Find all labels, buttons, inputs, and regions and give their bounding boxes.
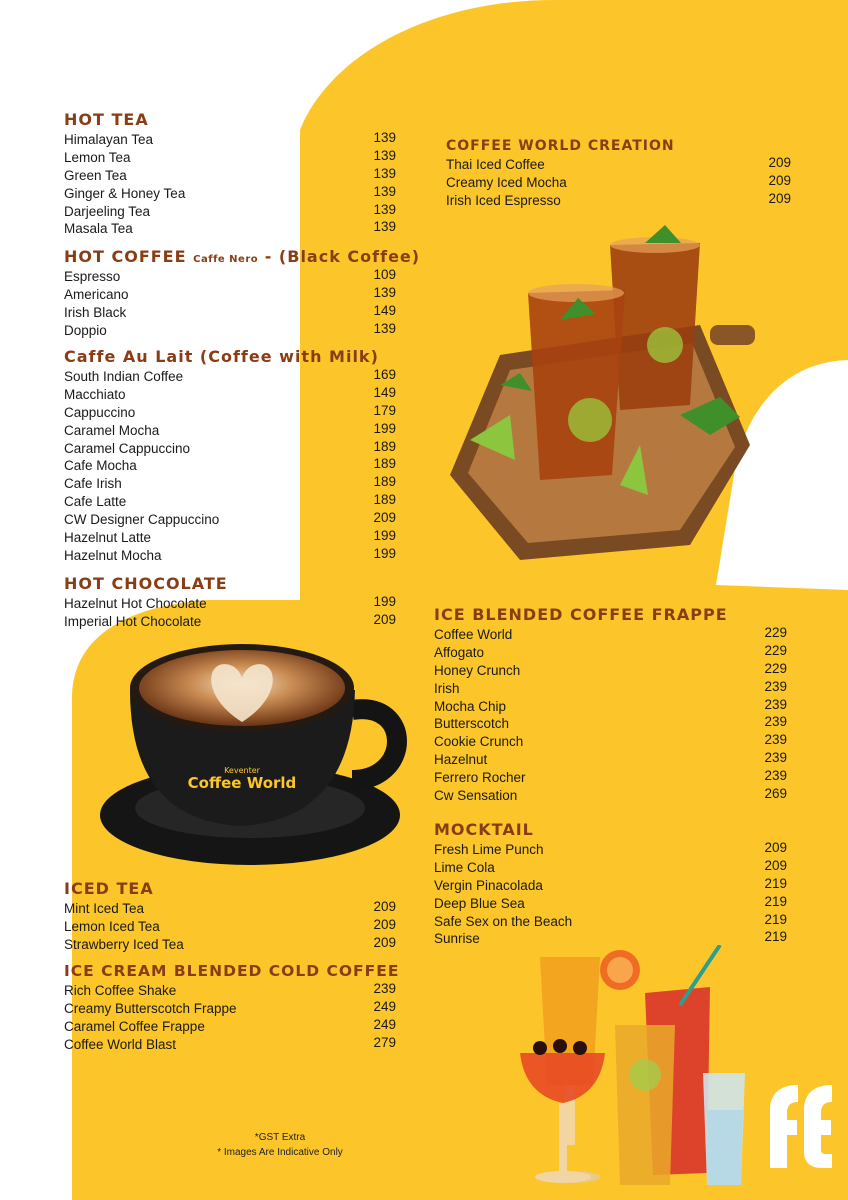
menu-item-price: 139 [373,320,396,336]
cup-logo-main: Coffee World [187,774,297,792]
menu-item-name: CW Designer Cappuccino [64,512,220,528]
menu-item [434,770,787,788]
menu-item-name: Irish Black [64,304,127,320]
menu-item-price: 239 [764,750,787,766]
menu-item-name: Deep Blue Sea [434,895,525,911]
menu-item-name: Americano [64,286,129,302]
menu-item [434,627,787,645]
menu-item-price: 189 [373,456,396,472]
item-list [64,901,396,955]
menu-item-price: 219 [764,911,787,927]
menu-item [64,269,396,287]
section-hot-coffee [64,247,421,341]
menu-item-price: 209 [373,934,396,950]
menu-item-name: Hazelnut Hot Chocolate [64,596,207,611]
menu-item-price: 199 [373,528,396,544]
menu-item [434,678,787,699]
menu-item-price: 209 [373,899,396,914]
menu-item-name: Cafe Irish [64,476,122,492]
menu-item [64,438,396,459]
menu-item-name: Lime Cola [434,859,495,875]
menu-item-price: 169 [373,367,396,382]
item-list [64,269,396,341]
menu-item-price: 189 [373,474,396,490]
menu-item-name: Thai Iced Coffee [446,157,545,172]
menu-item-name: Espresso [64,269,121,284]
menu-item [64,402,396,423]
menu-item-price: 189 [373,492,396,508]
menu-item-price: 209 [373,510,396,526]
menu-item-name: Mint Iced Tea [64,901,145,916]
footnote-images: * Images Are Indicative Only [217,1147,343,1158]
menu-item [434,788,787,806]
menu-item [434,642,787,663]
menu-item-price: 139 [373,201,396,217]
menu-item-price: 199 [373,420,396,436]
menu-item-name: Hazelnut [434,752,488,768]
menu-item-price: 239 [764,768,787,784]
menu-item [446,172,791,193]
section-ice-cream-cold-coffee [64,962,400,1055]
menu-item-name: Fresh Lime Punch [434,842,544,857]
menu-item-name: Butterscotch [434,716,510,732]
menu-item [64,983,396,1001]
menu-item-name: Cafe Latte [64,494,127,510]
section-title-main: HOT COFFEE [64,247,187,266]
section-title: HOT TEA [64,110,149,129]
menu-item [64,545,396,566]
menu-item-price: 209 [764,857,787,873]
menu-item-price: 269 [764,786,787,802]
section-subtitle-small: Caffe Nero [193,254,259,265]
menu-item-price: 229 [764,660,787,676]
menu-item [64,530,396,548]
section-mocktail [434,820,787,949]
item-list [434,627,787,806]
menu-item-name: Doppio [64,322,107,338]
menu-item-price: 219 [764,929,787,945]
menu-item-name: Sunrise [434,931,480,947]
menu-item [64,1016,396,1037]
menu-item [434,842,787,860]
footnote-gst: *GST Extra [254,1132,306,1143]
menu-item-price: 249 [373,998,396,1014]
menu-item-price: 139 [373,284,396,300]
brand-logo-icon [752,1080,842,1170]
menu-item-price: 239 [764,678,787,694]
menu-item [434,696,787,717]
menu-item-price: 109 [373,267,396,282]
menu-item-name: Cappuccino [64,404,136,420]
menu-item-price: 209 [764,840,787,855]
menu-item-name: Rich Coffee Shake [64,983,177,998]
menu-item-name: Coffee World Blast [64,1036,177,1052]
menu-item-price: 219 [764,875,787,891]
menu-item [434,893,787,914]
menu-item-name: Lemon Tea [64,149,131,165]
menu-item-name: Lemon Iced Tea [64,918,160,934]
menu-item [434,716,787,734]
coffee-cup-image [90,630,415,880]
menu-item [64,458,396,476]
section-title: ICED TEA [64,879,154,898]
menu-item-price: 139 [373,147,396,163]
menu-item-price: 209 [373,611,396,627]
iced-tea-image [440,225,770,570]
menu-item-name: Caramel Mocha [64,422,160,438]
section-title: Caffe Au Lait (Coffee with Milk) [64,347,379,366]
item-list [64,369,396,566]
menu-item [434,911,787,932]
menu-item [64,165,396,186]
menu-item-price: 179 [373,402,396,418]
menu-item-name: Creamy Butterscotch Frappe [64,1000,237,1016]
section-coffee-world-creation [446,138,791,211]
menu-item-name: Green Tea [64,167,127,183]
menu-item-price: 239 [373,981,396,996]
menu-item-name: Cafe Mocha [64,458,137,474]
menu-item [64,934,396,955]
section-hot-tea [64,110,396,239]
menu-item-price: 209 [768,172,791,188]
menu-item-price: 199 [373,594,396,609]
menu-item [434,875,787,896]
menu-item [64,284,396,305]
menu-item-name: Honey Crunch [434,662,521,678]
section-hot-chocolate [64,574,396,632]
menu-item [64,901,396,919]
menu-item-name: Caramel Coffee Frappe [64,1018,205,1034]
menu-item [64,302,396,323]
menu-item [434,660,787,681]
menu-item-name: South Indian Coffee [64,369,184,384]
menu-item-price: 249 [373,1016,396,1032]
menu-item-price: 229 [764,642,787,658]
section-title: ICE BLENDED COFFEE FRAPPE [434,605,728,624]
cup-logo-small: Keventer [224,766,260,775]
section-title: ICE CREAM BLENDED COLD COFFEE [64,962,400,980]
menu-item [446,190,791,211]
menu-item-name: Ferrero Rocher [434,770,526,786]
menu-item-name: Irish Iced Espresso [446,192,561,208]
menu-item [64,1034,396,1055]
menu-item-name: Strawberry Iced Tea [64,936,184,952]
menu-item [64,147,396,168]
menu-item-name: Mocha Chip [434,698,507,714]
section-subtitle: - (Black Coffee) [264,247,421,266]
menu-item-name: Darjeeling Tea [64,203,151,219]
menu-item [434,857,787,878]
menu-item-price: 149 [373,384,396,400]
item-list [434,842,787,949]
menu-item-price: 279 [373,1034,396,1050]
menu-item-price: 139 [373,130,396,145]
section-caffe-au-lait [64,347,396,566]
menu-item [64,320,396,341]
section-frappe [434,605,787,806]
menu-item [64,132,396,150]
menu-item-name: Safe Sex on the Beach [434,913,573,929]
section-title: COFFEE WORLD CREATION [446,138,675,154]
menu-item-price: 139 [373,219,396,235]
menu-item-price: 189 [373,438,396,454]
menu-item-name: Creamy Iced Mocha [446,174,567,190]
menu-item [64,369,396,387]
menu-item-name: Macchiato [64,386,126,402]
menu-item-price: 209 [768,190,791,206]
menu-item-price: 199 [373,545,396,561]
menu-item-price: 139 [373,183,396,199]
menu-item-price: 209 [373,916,396,932]
menu-item-price: 139 [373,165,396,181]
menu-item-name: Himalayan Tea [64,132,154,147]
menu-item [64,512,396,530]
menu-item [434,734,787,752]
menu-item [64,596,396,614]
menu-item-name: Irish [434,680,460,696]
section-title [64,247,421,266]
item-list [64,983,396,1055]
menu-item [64,998,396,1019]
menu-item [64,221,396,239]
menu-item [434,752,787,770]
menu-item [446,157,791,175]
menu-item-name: Imperial Hot Chocolate [64,613,202,629]
menu-item-price: 209 [768,155,791,170]
menu-item-price: 219 [764,893,787,909]
mocktail-image [515,945,755,1195]
menu-item [64,420,396,441]
menu-item-price: 239 [764,696,787,712]
menu-item-name: Masala Tea [64,221,133,237]
item-list [64,132,396,239]
menu-item-price: 229 [764,625,787,640]
menu-item-name: Vergin Pinacolada [434,877,543,893]
section-title: HOT CHOCOLATE [64,574,228,593]
menu-item-name: Ginger & Honey Tea [64,185,186,201]
menu-item-name: Cookie Crunch [434,734,524,750]
menu-item-price: 239 [764,732,787,748]
menu-item-price: 149 [373,302,396,318]
item-list [64,596,396,632]
menu-item [64,916,396,937]
item-list [446,157,791,211]
menu-item [64,183,396,204]
menu-item-name: Affogato [434,644,485,660]
section-iced-tea [64,879,396,955]
menu-item-name: Hazelnut Latte [64,530,152,546]
menu-item [64,494,396,512]
menu-item-name: Coffee World [434,627,513,642]
section-title: MOCKTAIL [434,820,534,839]
menu-item-name: Cw Sensation [434,788,518,804]
menu-item-price: 239 [764,714,787,730]
menu-item-name: Hazelnut Mocha [64,547,162,563]
menu-item [64,476,396,494]
menu-item-name: Caramel Cappuccino [64,440,191,456]
menu-item [64,201,396,222]
menu-item [64,384,396,405]
